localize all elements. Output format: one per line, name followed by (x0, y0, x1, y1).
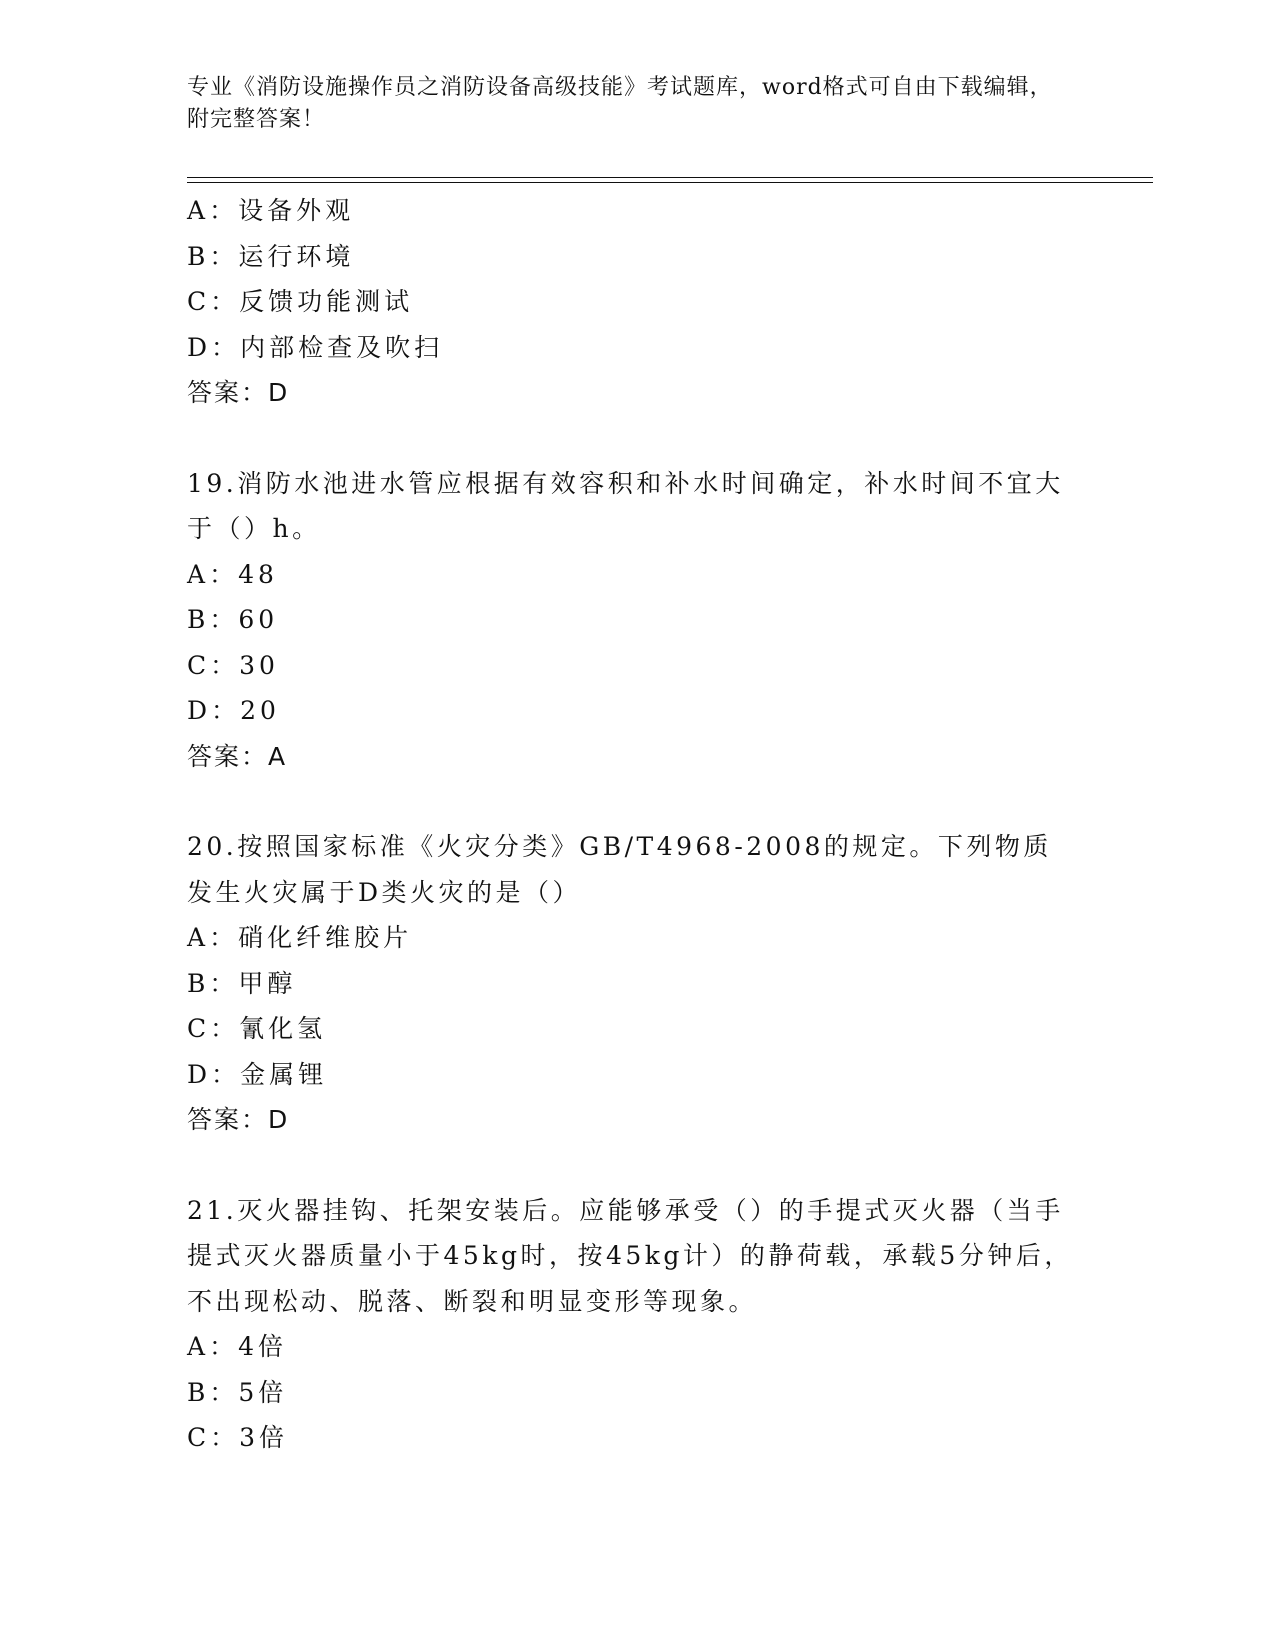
option-a: A：硝化纤维胶片 (187, 923, 413, 952)
option-d: D：内部检查及吹扫 (187, 332, 444, 362)
header-divider-top (187, 177, 1153, 178)
option-b: B：运行环境 (187, 241, 355, 271)
option-c: C：反馈功能测试 (187, 287, 414, 316)
question-content (187, 188, 1087, 1461)
document-header: 专业《消防设施操作员之消防设备高级技能》考试题库，word格式可自由下载编辑，附完整答案！ (187, 75, 1053, 132)
option-c: C：30 (187, 650, 279, 680)
option-c: C：3倍 (187, 1423, 289, 1452)
question-21 (187, 1188, 1087, 1461)
option-c: C：氰化氢 (187, 1014, 327, 1043)
header-divider-bottom (187, 182, 1153, 183)
question-18-continued (187, 188, 1087, 416)
question-text: 20.按照国家标准《火灾分类》GB/T4968-2008的规定。下列物质发生火灾属于D类火灾的是（） (187, 832, 1052, 907)
question-19 (187, 461, 1087, 780)
option-d: D：20 (187, 696, 280, 725)
option-d: D：金属锂 (187, 1059, 328, 1089)
option-a: A：48 (187, 559, 278, 589)
answer-line: 答案：D (187, 1105, 290, 1134)
option-a: A：4倍 (187, 1332, 287, 1361)
question-text: 19.消防水池进水管应根据有效容积和补水时间确定，补水时间不宜大于（）h。 (187, 468, 1064, 543)
option-b: B：5倍 (187, 1377, 288, 1407)
option-b: B：60 (187, 605, 279, 634)
option-b: B：甲醇 (187, 968, 297, 998)
answer-line: 答案：A (187, 741, 288, 771)
question-text: 21.灭火器挂钩、托架安装后。应能够承受（）的手提式灭火器（当手提式灭火器质量小于45kg时，按45kg计）的静荷载，承载5分钟后，不出现松动、脱落、断裂和明显变形等现象。 (187, 1195, 1073, 1316)
option-a: A：设备外观 (187, 196, 355, 225)
question-20 (187, 824, 1087, 1143)
answer-line: 答案：D (187, 378, 290, 407)
